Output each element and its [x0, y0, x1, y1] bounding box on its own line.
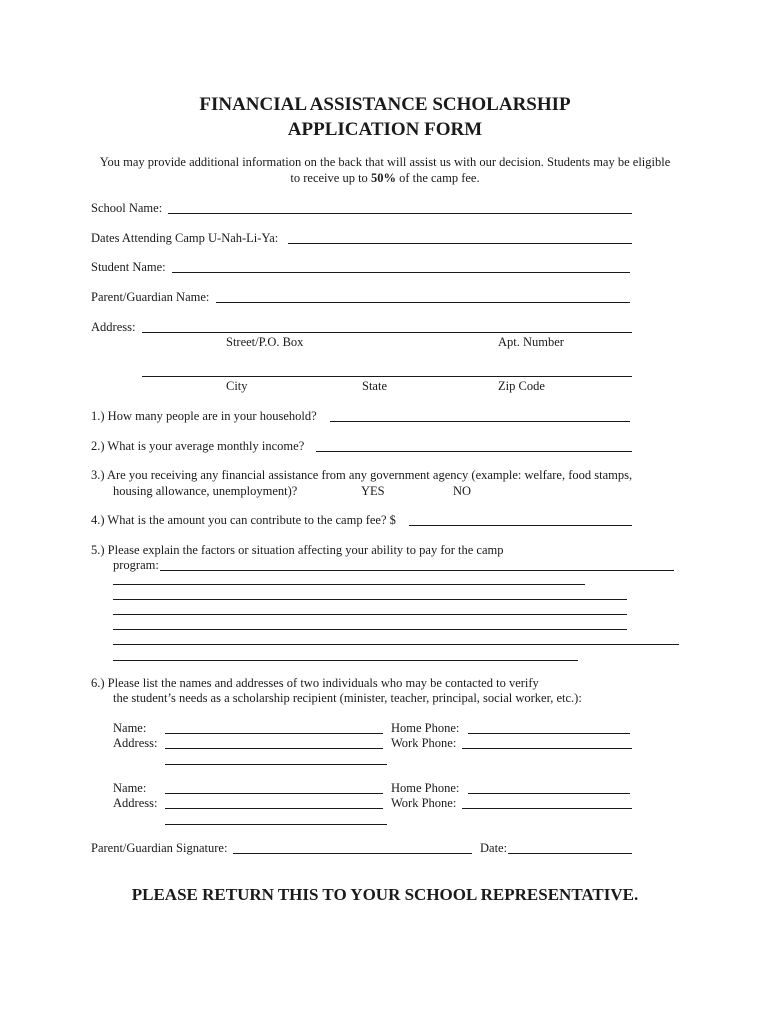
question-5-line-1: 5.) Please explain the factors or situation affecting your ability to pay for the camp: [91, 543, 504, 557]
household-size-field[interactable]: [330, 421, 630, 422]
question-1-label: 1.) How many people are in your household?: [91, 409, 317, 423]
intro-line-1: You may provide additional information on the back that will assist us with our decision. Students may be eligible: [99, 155, 671, 169]
intro-line-2: [0, 171, 770, 186]
parent-guardian-name-field[interactable]: [216, 302, 630, 303]
contact-2-name-label: Name:: [113, 781, 147, 795]
street-po-box-caption: Street/P.O. Box: [226, 335, 304, 349]
contact-2-address-field[interactable]: [165, 808, 383, 809]
question-2-label: 2.) What is your average monthly income?: [91, 439, 305, 453]
yes-option[interactable]: YES: [361, 484, 385, 498]
contact-2-work-phone-field[interactable]: [462, 808, 632, 809]
no-option[interactable]: NO: [453, 484, 472, 498]
contact-1-work-phone-field[interactable]: [462, 748, 632, 749]
contact-2-address-label: Address:: [113, 796, 158, 810]
contact-1-work-phone-label: Work Phone:: [391, 736, 457, 750]
intro-percent: 50%: [370, 171, 396, 185]
signature-field[interactable]: [233, 853, 472, 854]
explanation-line[interactable]: [113, 599, 627, 600]
question-6-line-1: 6.) Please list the names and addresses of two individuals who may be contacted to verify: [91, 676, 539, 690]
question-4-label: 4.) What is the amount you can contribute to the camp fee? $: [91, 513, 396, 527]
intro-line-2-pre: to receive up to: [290, 171, 371, 185]
contact-2-name-field[interactable]: [165, 793, 383, 794]
intro-line-2-post: of the camp fee.: [395, 171, 480, 185]
contact-2-address-line-2[interactable]: [165, 824, 387, 825]
city-caption: City: [226, 379, 248, 393]
explanation-line[interactable]: [113, 660, 578, 661]
apt-number-caption: Apt. Number: [498, 335, 564, 349]
question-3-line-1: 3.) Are you receiving any financial assistance from any government agency (example: welfare, food stamps,: [91, 468, 633, 482]
school-name-label: School Name:: [91, 201, 163, 215]
school-name-field[interactable]: [168, 213, 632, 214]
explanation-line[interactable]: [160, 570, 674, 571]
zip-code-caption: Zip Code: [498, 379, 545, 393]
contact-2-home-phone-field[interactable]: [468, 793, 630, 794]
state-caption: State: [362, 379, 387, 393]
date-field[interactable]: [508, 853, 632, 854]
monthly-income-field[interactable]: [316, 451, 632, 452]
address-label: Address:: [91, 320, 136, 334]
city-state-zip-field[interactable]: [142, 376, 632, 377]
explanation-line[interactable]: [113, 629, 627, 630]
street-address-field[interactable]: [142, 332, 632, 333]
date-label: Date:: [480, 841, 508, 855]
explanation-line[interactable]: [113, 614, 627, 615]
contact-2-home-phone-label: Home Phone:: [391, 781, 460, 795]
contact-1-address-label: Address:: [113, 736, 158, 750]
parent-guardian-name-label: Parent/Guardian Name:: [91, 290, 210, 304]
contact-2-work-phone-label: Work Phone:: [391, 796, 457, 810]
student-name-field[interactable]: [172, 272, 630, 273]
contribution-amount-field[interactable]: [409, 525, 632, 526]
student-name-label: Student Name:: [91, 260, 166, 274]
form-title-line-1: FINANCIAL ASSISTANCE SCHOLARSHIP: [199, 94, 571, 115]
explanation-line[interactable]: [113, 584, 585, 585]
signature-label: Parent/Guardian Signature:: [91, 841, 228, 855]
contact-1-home-phone-field[interactable]: [468, 733, 630, 734]
contact-1-address-field[interactable]: [165, 748, 383, 749]
question-3-line-2: housing allowance, unemployment)?: [113, 484, 298, 498]
question-6-line-2: the student’s needs as a scholarship recipient (minister, teacher, principal, social worker, etc.):: [113, 691, 582, 705]
question-5-line-2: program:: [113, 558, 159, 572]
contact-1-address-line-2[interactable]: [165, 764, 387, 765]
return-instruction: PLEASE RETURN THIS TO YOUR SCHOOL REPRESENTATIVE.: [131, 885, 639, 904]
dates-attending-label: Dates Attending Camp U-Nah-Li-Ya:: [91, 231, 279, 245]
explanation-line[interactable]: [113, 644, 679, 645]
dates-attending-field[interactable]: [288, 243, 632, 244]
contact-1-name-field[interactable]: [165, 733, 383, 734]
contact-1-home-phone-label: Home Phone:: [391, 721, 460, 735]
contact-1-name-label: Name:: [113, 721, 147, 735]
form-title-line-2: APPLICATION FORM: [287, 119, 483, 140]
